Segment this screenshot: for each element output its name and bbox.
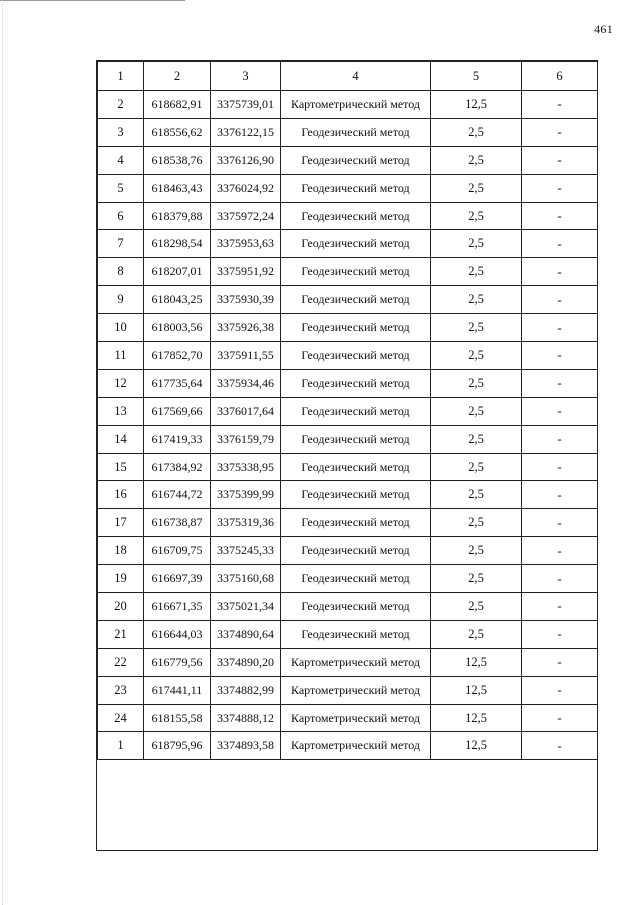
accuracy-cell: 2,5 — [431, 146, 522, 174]
note-cell: - — [522, 342, 598, 370]
point-number-cell: 14 — [98, 425, 144, 453]
method-cell: Геодезический метод — [281, 369, 431, 397]
point-number-cell: 11 — [98, 342, 144, 370]
accuracy-cell: 2,5 — [431, 537, 522, 565]
y-coordinate-cell: 3376024,92 — [211, 174, 281, 202]
accuracy-cell: 2,5 — [431, 369, 522, 397]
method-cell: Геодезический метод — [281, 174, 431, 202]
x-coordinate-cell: 618043,25 — [144, 286, 211, 314]
y-coordinate-cell: 3375911,55 — [211, 342, 281, 370]
method-cell: Геодезический метод — [281, 620, 431, 648]
y-coordinate-cell: 3376122,15 — [211, 118, 281, 146]
note-cell: - — [522, 648, 598, 676]
x-coordinate-cell: 617441,11 — [144, 676, 211, 704]
accuracy-cell: 2,5 — [431, 258, 522, 286]
note-cell: - — [522, 481, 598, 509]
point-number-cell: 18 — [98, 537, 144, 565]
y-coordinate-cell: 3374890,20 — [211, 648, 281, 676]
note-cell: - — [522, 174, 598, 202]
table-row — [98, 425, 598, 453]
method-cell: Геодезический метод — [281, 314, 431, 342]
y-coordinate-cell: 3374890,64 — [211, 620, 281, 648]
note-cell: - — [522, 258, 598, 286]
y-coordinate-cell: 3375245,33 — [211, 537, 281, 565]
point-number-cell: 19 — [98, 565, 144, 593]
table-row — [98, 676, 598, 704]
accuracy-cell: 12,5 — [431, 676, 522, 704]
table-row — [98, 118, 598, 146]
y-coordinate-cell: 3374882,99 — [211, 676, 281, 704]
table-row — [98, 537, 598, 565]
method-cell: Геодезический метод — [281, 202, 431, 230]
point-number-cell: 21 — [98, 620, 144, 648]
accuracy-cell: 12,5 — [431, 732, 522, 760]
point-number-cell: 6 — [98, 202, 144, 230]
column-header: 4 — [281, 62, 431, 91]
y-coordinate-cell: 3375338,95 — [211, 453, 281, 481]
y-coordinate-cell: 3375319,36 — [211, 509, 281, 537]
method-cell: Картометрический метод — [281, 704, 431, 732]
note-cell: - — [522, 425, 598, 453]
method-cell: Геодезический метод — [281, 342, 431, 370]
note-cell: - — [522, 453, 598, 481]
column-header: 5 — [431, 62, 522, 91]
coordinates-table — [97, 61, 598, 760]
method-cell: Картометрический метод — [281, 732, 431, 760]
x-coordinate-cell: 618556,62 — [144, 118, 211, 146]
point-number-cell: 13 — [98, 397, 144, 425]
column-header: 3 — [211, 62, 281, 91]
accuracy-cell: 2,5 — [431, 593, 522, 621]
method-cell: Геодезический метод — [281, 397, 431, 425]
y-coordinate-cell: 3376126,90 — [211, 146, 281, 174]
point-number-cell: 15 — [98, 453, 144, 481]
point-number-cell: 1 — [98, 732, 144, 760]
y-coordinate-cell: 3375160,68 — [211, 565, 281, 593]
table-row — [98, 258, 598, 286]
point-number-cell: 12 — [98, 369, 144, 397]
accuracy-cell: 2,5 — [431, 425, 522, 453]
method-cell: Геодезический метод — [281, 286, 431, 314]
note-cell: - — [522, 286, 598, 314]
x-coordinate-cell: 618463,43 — [144, 174, 211, 202]
note-cell: - — [522, 118, 598, 146]
accuracy-cell: 2,5 — [431, 314, 522, 342]
table-row — [98, 704, 598, 732]
y-coordinate-cell: 3374888,12 — [211, 704, 281, 732]
x-coordinate-cell: 617569,66 — [144, 397, 211, 425]
point-number-cell: 4 — [98, 146, 144, 174]
note-cell: - — [522, 676, 598, 704]
point-number-cell: 2 — [98, 91, 144, 119]
method-cell: Геодезический метод — [281, 565, 431, 593]
x-coordinate-cell: 618682,91 — [144, 91, 211, 119]
x-coordinate-cell: 616709,75 — [144, 537, 211, 565]
table-row — [98, 202, 598, 230]
x-coordinate-cell: 618003,56 — [144, 314, 211, 342]
x-coordinate-cell: 617419,33 — [144, 425, 211, 453]
table-row — [98, 342, 598, 370]
accuracy-cell: 12,5 — [431, 91, 522, 119]
x-coordinate-cell: 618298,54 — [144, 230, 211, 258]
accuracy-cell: 2,5 — [431, 453, 522, 481]
method-cell: Геодезический метод — [281, 258, 431, 286]
table-body — [98, 62, 598, 760]
y-coordinate-cell: 3375739,01 — [211, 91, 281, 119]
note-cell: - — [522, 732, 598, 760]
accuracy-cell: 2,5 — [431, 620, 522, 648]
table-row — [98, 174, 598, 202]
point-number-cell: 16 — [98, 481, 144, 509]
table-row — [98, 146, 598, 174]
note-cell: - — [522, 620, 598, 648]
table-row — [98, 509, 598, 537]
x-coordinate-cell: 616779,56 — [144, 648, 211, 676]
x-coordinate-cell: 616697,39 — [144, 565, 211, 593]
x-coordinate-cell: 616738,87 — [144, 509, 211, 537]
table-row — [98, 620, 598, 648]
point-number-cell: 10 — [98, 314, 144, 342]
x-coordinate-cell: 616644,03 — [144, 620, 211, 648]
note-cell: - — [522, 146, 598, 174]
x-coordinate-cell: 618155,58 — [144, 704, 211, 732]
table-row — [98, 565, 598, 593]
top-rule-line — [0, 0, 185, 1]
y-coordinate-cell: 3374893,58 — [211, 732, 281, 760]
table-row — [98, 397, 598, 425]
note-cell: - — [522, 537, 598, 565]
accuracy-cell: 2,5 — [431, 565, 522, 593]
column-header: 1 — [98, 62, 144, 91]
method-cell: Геодезический метод — [281, 537, 431, 565]
accuracy-cell: 2,5 — [431, 481, 522, 509]
page-number: 461 — [594, 22, 613, 36]
point-number-cell: 22 — [98, 648, 144, 676]
table-row — [98, 314, 598, 342]
x-coordinate-cell: 616671,35 — [144, 593, 211, 621]
x-coordinate-cell: 618379,88 — [144, 202, 211, 230]
point-number-cell: 7 — [98, 230, 144, 258]
accuracy-cell: 2,5 — [431, 174, 522, 202]
table-row — [98, 369, 598, 397]
x-coordinate-cell: 618795,96 — [144, 732, 211, 760]
note-cell: - — [522, 565, 598, 593]
method-cell: Геодезический метод — [281, 118, 431, 146]
method-cell: Геодезический метод — [281, 509, 431, 537]
point-number-cell: 24 — [98, 704, 144, 732]
y-coordinate-cell: 3375930,39 — [211, 286, 281, 314]
y-coordinate-cell: 3375951,92 — [211, 258, 281, 286]
y-coordinate-cell: 3375934,46 — [211, 369, 281, 397]
y-coordinate-cell: 3375953,63 — [211, 230, 281, 258]
note-cell: - — [522, 91, 598, 119]
column-header: 6 — [522, 62, 598, 91]
y-coordinate-cell: 3375399,99 — [211, 481, 281, 509]
x-coordinate-cell: 617735,64 — [144, 369, 211, 397]
point-number-cell: 8 — [98, 258, 144, 286]
table-header-row — [98, 62, 598, 91]
y-coordinate-cell: 3375926,38 — [211, 314, 281, 342]
coordinates-table-frame — [96, 60, 598, 851]
note-cell: - — [522, 593, 598, 621]
table-row — [98, 732, 598, 760]
accuracy-cell: 12,5 — [431, 704, 522, 732]
method-cell: Геодезический метод — [281, 593, 431, 621]
point-number-cell: 3 — [98, 118, 144, 146]
note-cell: - — [522, 230, 598, 258]
y-coordinate-cell: 3375972,24 — [211, 202, 281, 230]
method-cell: Геодезический метод — [281, 453, 431, 481]
point-number-cell: 23 — [98, 676, 144, 704]
x-coordinate-cell: 618207,01 — [144, 258, 211, 286]
note-cell: - — [522, 397, 598, 425]
accuracy-cell: 2,5 — [431, 342, 522, 370]
method-cell: Картометрический метод — [281, 676, 431, 704]
table-row — [98, 453, 598, 481]
method-cell: Геодезический метод — [281, 146, 431, 174]
point-number-cell: 9 — [98, 286, 144, 314]
point-number-cell: 17 — [98, 509, 144, 537]
method-cell: Геодезический метод — [281, 230, 431, 258]
accuracy-cell: 12,5 — [431, 648, 522, 676]
accuracy-cell: 2,5 — [431, 509, 522, 537]
method-cell: Геодезический метод — [281, 425, 431, 453]
table-row — [98, 230, 598, 258]
x-coordinate-cell: 618538,76 — [144, 146, 211, 174]
method-cell: Геодезический метод — [281, 481, 431, 509]
method-cell: Картометрический метод — [281, 648, 431, 676]
x-coordinate-cell: 617852,70 — [144, 342, 211, 370]
x-coordinate-cell: 617384,92 — [144, 453, 211, 481]
y-coordinate-cell: 3376159,79 — [211, 425, 281, 453]
accuracy-cell: 2,5 — [431, 118, 522, 146]
point-number-cell: 20 — [98, 593, 144, 621]
table-row — [98, 286, 598, 314]
accuracy-cell: 2,5 — [431, 397, 522, 425]
table-row — [98, 481, 598, 509]
note-cell: - — [522, 704, 598, 732]
note-cell: - — [522, 509, 598, 537]
point-number-cell: 5 — [98, 174, 144, 202]
y-coordinate-cell: 3375021,34 — [211, 593, 281, 621]
note-cell: - — [522, 202, 598, 230]
column-header: 2 — [144, 62, 211, 91]
table-row — [98, 593, 598, 621]
note-cell: - — [522, 314, 598, 342]
y-coordinate-cell: 3376017,64 — [211, 397, 281, 425]
note-cell: - — [522, 369, 598, 397]
accuracy-cell: 2,5 — [431, 286, 522, 314]
scan-edge-mark — [2, 0, 3, 905]
accuracy-cell: 2,5 — [431, 202, 522, 230]
table-row — [98, 91, 598, 119]
x-coordinate-cell: 616744,72 — [144, 481, 211, 509]
table-row — [98, 648, 598, 676]
method-cell: Картометрический метод — [281, 91, 431, 119]
accuracy-cell: 2,5 — [431, 230, 522, 258]
